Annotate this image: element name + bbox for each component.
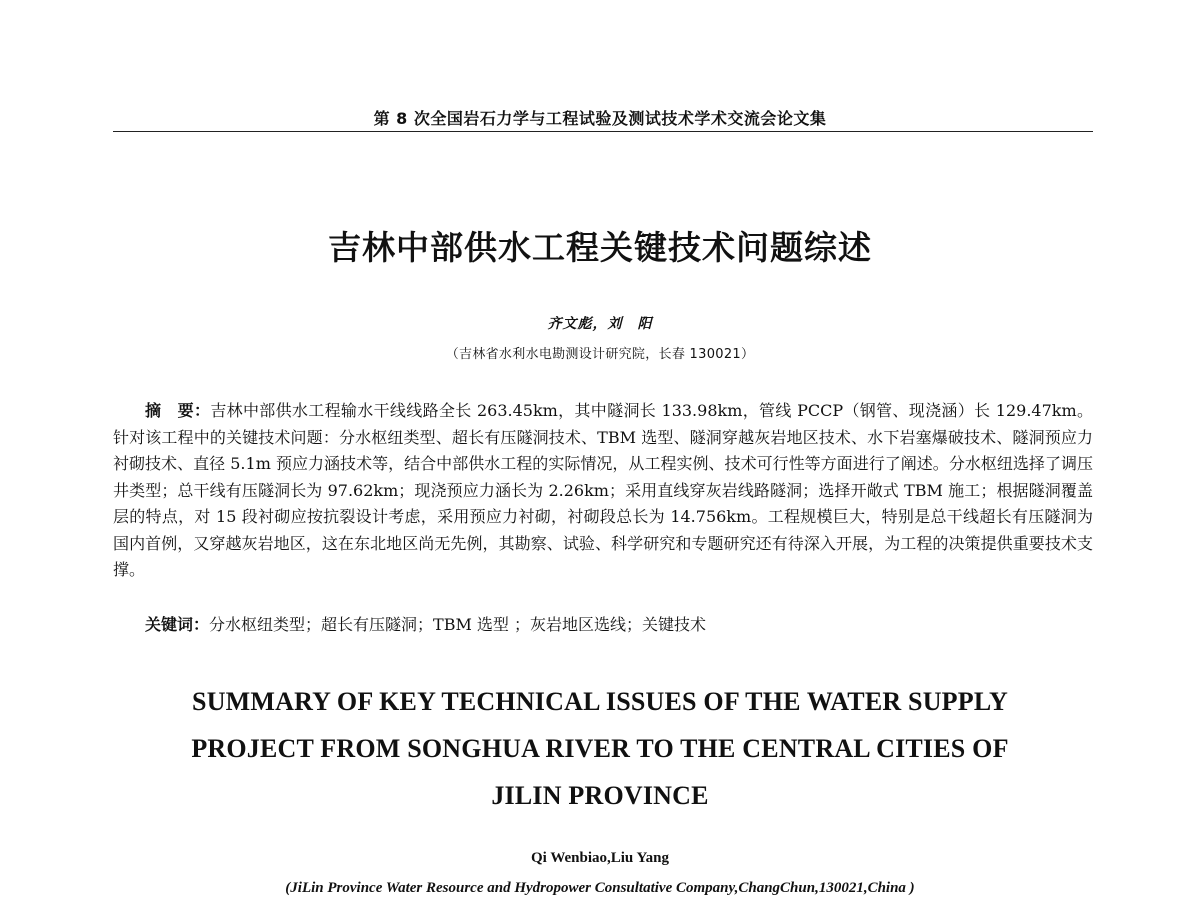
- english-authors: Qi Wenbiao,Liu Yang: [531, 850, 669, 866]
- english-affiliation: (JiLin Province Water Resource and Hydropower Consultative Company,ChangChun,130021,China ): [285, 880, 915, 896]
- keywords-label: 关键词：: [145, 615, 210, 634]
- chinese-affiliation: （吉林省水利水电勘测设计研究院，长春 130021）: [445, 347, 755, 362]
- english-title-line-1: SUMMARY OF KEY TECHNICAL ISSUES OF THE WATER SUPPLY: [192, 687, 1008, 716]
- abstract-text: 吉林中部供水工程输水干线线路全长 263.45km，其中隧洞长 133.98km，管线 PCCP（钢管、现浇涵）长 129.47km。针对该工程中的关键技术问题：分水枢纽类型、超长有压隧洞技术、TBM 选型、隧洞穿越灰岩地区技术、水下岩塞爆破技术、隧洞预应力衬砌技术、直径 5.1m 预应力涵技术等，结合中部供水工程的实际情况，从工程实例、技术可行性等方面进行了阐述。分水枢纽选择了调压井类型；总干线有压隧洞长为 97.62km；现浇预应力涵长为 2.26km；采用直线穿灰岩线路隧洞；选择开敞式 TBM 施工；根据隧洞覆盖层的特点，对 15 段衬砌应按抗裂设计考虑，采用预应力衬砌，衬砌段总长为 14.756km。工程规模巨大，特别是总干线超长有压隧洞为国内首例，又穿越灰岩地区，这在东北地区尚无先例，其勘察、试验、科学研究和专题研究还有待深入开展，为工程的决策提供重要技术支撑。: [113, 401, 1093, 579]
- running-header: 第 8 次全国岩石力学与工程试验及测试技术学术交流会论文集: [373, 109, 827, 128]
- chinese-title: 吉林中部供水工程关键技术问题综述: [328, 228, 872, 267]
- english-title: [100, 678, 1100, 819]
- abstract-paragraph: [113, 398, 1093, 584]
- keywords-text: 分水枢纽类型；超长有压隧洞；TBM 选型 ；灰岩地区选线；关键技术: [209, 615, 707, 634]
- english-title-line-3: JILIN PROVINCE: [491, 781, 709, 810]
- chinese-authors: 齐文彪，刘 阳: [547, 316, 653, 332]
- keywords-line: [113, 612, 1093, 639]
- abstract-label: 摘 要：: [145, 401, 211, 420]
- header-rule: [113, 131, 1093, 132]
- english-title-line-2: PROJECT FROM SONGHUA RIVER TO THE CENTRAL CITIES OF: [191, 734, 1009, 763]
